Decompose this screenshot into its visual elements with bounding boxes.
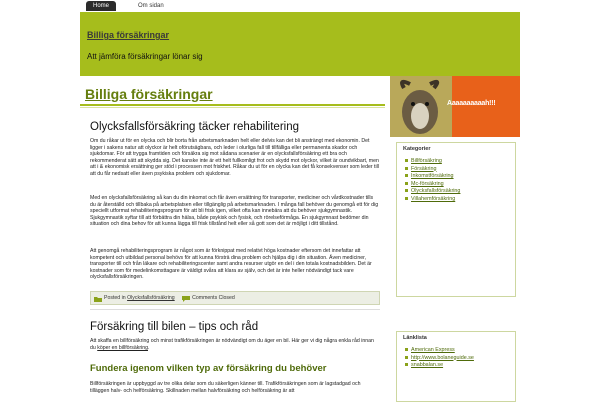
link-item[interactable] [405, 362, 515, 370]
link-anchor[interactable]: http://www.bolaneguide.se [411, 354, 474, 361]
post-1-body-2 [90, 195, 380, 228]
sidebar [390, 76, 520, 400]
blog-title-link[interactable]: Billiga försäkringar [85, 86, 213, 102]
bullet-icon [405, 189, 408, 192]
post-2-intro-end: . [147, 344, 150, 351]
nav-home-tab[interactable]: Home [86, 1, 116, 11]
post-2-paragraph-1: Billförsäkringen är uppbyggd av tre olika delar som du säkerligen känner till. Trafikförsäkringen som är lagstadgad och tilläggen halv- och helförsäkring. Skillnaden mellan halvförsäkring och helförsäkring är att [90, 381, 361, 394]
bullet-icon [405, 174, 408, 177]
category-link[interactable]: Mc-försäkring [411, 180, 444, 187]
bullet-icon [405, 348, 408, 351]
category-item[interactable] [405, 181, 515, 189]
comment-icon [182, 295, 190, 301]
category-link[interactable]: Inkomstförsäkring [411, 173, 454, 180]
banner-text: Aaaaaaaaaah!!! [447, 100, 496, 107]
post-2-intro-text [90, 338, 380, 351]
site-tagline: Att jämföra försäkringar lönar sig [87, 52, 203, 61]
post-1-meta-bar [90, 291, 380, 305]
category-item[interactable] [405, 196, 515, 204]
post-1-paragraph-1: Om du råkar ut för en olycka och blir borta från arbetsmarknaden helt eller delvis kan det bli ansträngt med ekonomin. Det ligger i sakens natur att olyckor är helt oförutsägbara, och leder i olurliga fall till tillfälliga eller permanenta skador och sjukdomar. För att trygga framtiden och försäkra sig mot sådana scenarier är en olycksfallsförsäkring ett bra och rekommenderat sätt att skydda sig. Det kanske inte är ett helt fullkomligt frot och skydd mot olyckor, vilket är oundvikbart, men att i & ekonomisk ersättning ger stöd i processen mot friskhet. Råkar du ut för en olycka kan det få konsekvenser som leder till att du får nedsatt eller även psykiska problem och sjukdomar. [90, 138, 379, 177]
bullet-icon [405, 167, 408, 170]
category-item[interactable] [405, 188, 515, 196]
bullet-icon [405, 159, 408, 162]
link-anchor[interactable]: snabbalan.se [411, 362, 444, 369]
post-1-body [90, 138, 380, 178]
bullet-icon [405, 356, 408, 359]
nav-om-sidan-tab[interactable]: Om sidan [138, 3, 164, 9]
post-2 [90, 321, 380, 333]
post-2-body [90, 381, 380, 394]
post-separator [90, 309, 380, 310]
category-item[interactable] [405, 173, 515, 181]
bullet-icon [405, 197, 408, 200]
goat-icon [390, 76, 452, 137]
post-2-subtitle: Fundera igenom vilken typ av försäkring du behöver [90, 363, 327, 374]
post-2-intro-sentence: Att skaffa en billförsäkring och minst trafikförsäkringen är nödvändigt om du äger en bil. Här ger vi dig några enkla råd innan du [90, 338, 374, 351]
links-list [397, 347, 515, 370]
post-1-body-3 [90, 248, 380, 281]
categories-title: Kategorier [403, 146, 431, 152]
posted-in-label: Posted in [104, 295, 126, 301]
title-divider-light [80, 107, 385, 108]
category-item[interactable] [405, 158, 515, 166]
goat-banner [390, 76, 520, 137]
categories-list [397, 158, 515, 204]
links-title: Länklista [403, 335, 427, 341]
link-item[interactable] [405, 355, 515, 363]
comments-closed-label: Comments Closed [192, 295, 235, 301]
post-2-subheading [90, 363, 380, 374]
links-widget [396, 331, 516, 402]
bullet-icon [405, 363, 408, 366]
post-1-paragraph-3: Att genomgå rehabiliteringsprogram är något som är förknippat med relativt höga kostnader eftersom det innefattar att kompetent och utbildad personal behövs för att kunna försträ dina problem och hjälpa dig i din situation. Även mediciner, transporter till och från läkare och rehabiliteringscenter samt andra resurser utgör en del i den totala kostnadsbilden. Det är kostnader som för medelinkomsttagare är väldigt svåra att klara av själv, och det är inte heller nödvändigt tack vare olycksfallsförsäkringen. [90, 248, 372, 281]
folder-icon [94, 295, 102, 301]
post-2-intro-link[interactable]: köper en billförsäkring [97, 344, 148, 351]
top-navigation [80, 0, 520, 12]
post-1-category-link[interactable]: Olycksfallsförsäkring [127, 295, 175, 301]
category-link[interactable]: Olycksfallsförsäkring [411, 188, 461, 195]
post-2-intro [90, 338, 380, 351]
post-1-paragraph-2: Med en olycksfallsförsäkring så kan du din inkomst och får även ersättning för transporter, mediciner och vårdkostnader tills du är återställd och tillbaka på arbetsplatsen eller tillgänglig på arbetsmarknaden. I många fall behöver du genomgå ett för dig speciellt utformat rehabiliteringsprogram för att bli frisk igen, vilket ofta kan innebära att du behöver sjukgymnastik. Sjukgymnastik syftar till att förbättra din hälsa, både psykisk och fysisk, och rörelseförmåga. En sjukgymnast bedömer din situation och dina behov för att kunna lägga till frisk tillstånd helt eller så gott som det är möjligt i ditt tillstånd. [90, 195, 379, 228]
site-title-link[interactable]: Billiga försäkringar [87, 30, 170, 40]
link-anchor[interactable]: American Express [411, 347, 455, 353]
post-1 [90, 121, 380, 133]
category-link[interactable]: Villahemförsäkring [411, 195, 456, 202]
category-link[interactable]: Försäkring [411, 165, 437, 172]
category-link[interactable]: Billförsäkring [411, 158, 442, 164]
post-2-title[interactable]: Försäkring till bilen – tips och råd [90, 321, 259, 333]
title-divider [80, 104, 385, 106]
categories-widget [396, 142, 516, 297]
site-header [80, 12, 520, 76]
link-item[interactable] [405, 347, 515, 355]
category-item[interactable] [405, 166, 515, 174]
post-1-title[interactable]: Olycksfallsförsäkring täcker rehabilitering [90, 121, 299, 133]
bullet-icon [405, 182, 408, 185]
page-wrapper [80, 0, 520, 400]
